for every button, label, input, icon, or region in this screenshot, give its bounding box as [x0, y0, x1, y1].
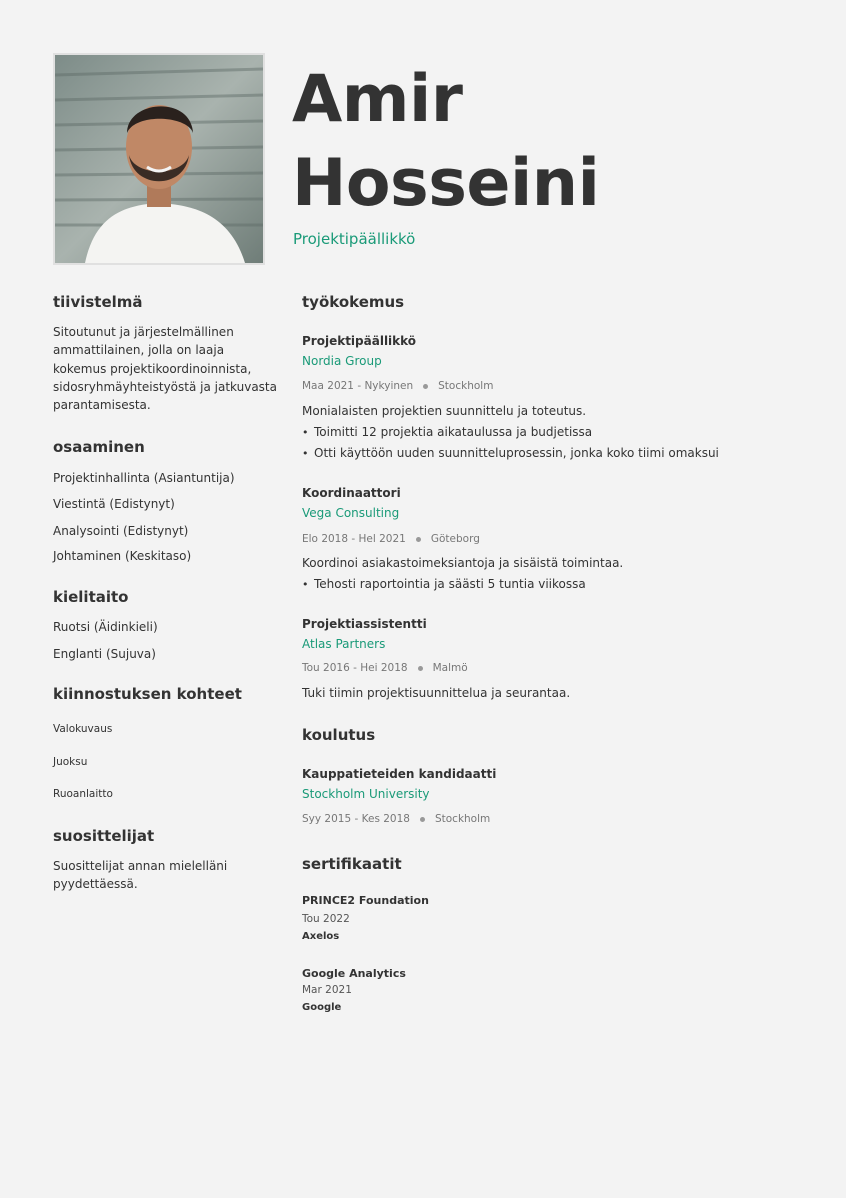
job-company: Nordia Group	[302, 354, 382, 368]
separator-dot-icon	[416, 537, 421, 542]
job-dates: Elo 2018 - Hel 2021	[302, 533, 406, 545]
interest-item: Juoksu	[53, 756, 88, 768]
summary-line: kokemus projektikoordinoinnista,	[53, 362, 252, 376]
full-name	[292, 58, 599, 226]
separator-dot-icon	[418, 666, 423, 671]
job-description: Monialaisten projektien suunnittelu ja toteutus.	[302, 404, 587, 418]
summary-line: Sitoutunut ja järjestelmällinen	[53, 325, 234, 339]
job-meta	[302, 533, 480, 545]
summary-heading: tiivistelmä	[53, 293, 143, 311]
job-dates: Maa 2021 - Nykyinen	[302, 380, 414, 392]
languages-heading: kielitaito	[53, 588, 129, 606]
education-meta	[302, 813, 490, 825]
interests-heading: kiinnostuksen kohteet	[53, 685, 242, 703]
certificate-date: Mar 2021	[302, 984, 352, 996]
summary-line: sidosryhmäyhteistyöstä ja jatkuvasta	[53, 380, 277, 394]
certificates-heading: sertifikaatit	[302, 855, 402, 873]
skill-item: Projektinhallinta (Asiantuntija)	[53, 471, 235, 485]
references-heading: suosittelijat	[53, 827, 155, 845]
job-dates: Tou 2016 - Hei 2018	[302, 662, 408, 674]
references-line: Suosittelijat annan mielelläni	[53, 859, 228, 873]
job-description: Tuki tiimin projektisuunnittelua ja seurantaa.	[302, 686, 571, 700]
skill-item: Viestintä (Edistynyt)	[53, 497, 175, 511]
certificate-date: Tou 2022	[302, 913, 350, 925]
job-company: Vega Consulting	[302, 506, 400, 520]
job-title: Projektiassistentti	[302, 617, 427, 631]
education-degree: Kauppatieteiden kandidaatti	[302, 767, 497, 781]
job-location: Malmö	[432, 662, 468, 674]
job-bullet: • Tehosti raportointia ja säästi 5 tuntia viikossa	[302, 574, 586, 595]
skill-item: Johtaminen (Keskitaso)	[53, 549, 192, 563]
job-title: Koordinaattori	[302, 486, 401, 500]
education-dates: Syy 2015 - Kes 2018	[302, 813, 410, 825]
language-item: Ruotsi (Äidinkieli)	[53, 620, 158, 634]
headline-title: Projektipäällikkö	[293, 230, 416, 248]
interest-item: Ruoanlaitto	[53, 788, 113, 800]
interest-item: Valokuvaus	[53, 723, 113, 735]
education-school: Stockholm University	[302, 787, 430, 801]
job-bullets	[302, 574, 586, 595]
job-location: Göteborg	[430, 533, 480, 545]
profile-photo	[53, 53, 265, 265]
references-line: pyydettäessä.	[53, 877, 138, 891]
separator-dot-icon	[420, 817, 425, 822]
job-company: Atlas Partners	[302, 637, 386, 651]
job-bullets	[302, 422, 719, 464]
job-bullet: • Toimitti 12 projektia aikataulussa ja budjetissa	[302, 422, 719, 443]
first-name: Amir	[292, 62, 463, 137]
summary-line: ammattilainen, jolla on laaja	[53, 343, 225, 357]
job-meta	[302, 662, 468, 674]
skills-heading: osaaminen	[53, 438, 145, 456]
experience-heading: työkokemus	[302, 293, 405, 311]
job-description: Koordinoi asiakastoimeksiantoja ja sisäistä toimintaa.	[302, 556, 624, 570]
education-location: Stockholm	[434, 813, 491, 825]
job-title: Projektipäällikkö	[302, 334, 417, 348]
last-name: Hosseini	[292, 146, 600, 221]
separator-dot-icon	[423, 384, 428, 389]
language-item: Englanti (Sujuva)	[53, 647, 156, 661]
certificate-name: PRINCE2 Foundation	[302, 894, 429, 907]
job-meta	[302, 380, 493, 392]
certificate-name: Google Analytics	[302, 967, 406, 980]
certificate-issuer: Axelos	[302, 931, 340, 942]
summary-line: parantamisesta.	[53, 398, 151, 412]
job-bullet: • Otti käyttöön uuden suunnitteluprosessin, jonka koko tiimi omaksui	[302, 443, 719, 464]
skill-item: Analysointi (Edistynyt)	[53, 524, 189, 538]
certificate-issuer: Google	[302, 1002, 342, 1013]
education-heading: koulutus	[302, 726, 376, 744]
job-location: Stockholm	[438, 380, 494, 392]
